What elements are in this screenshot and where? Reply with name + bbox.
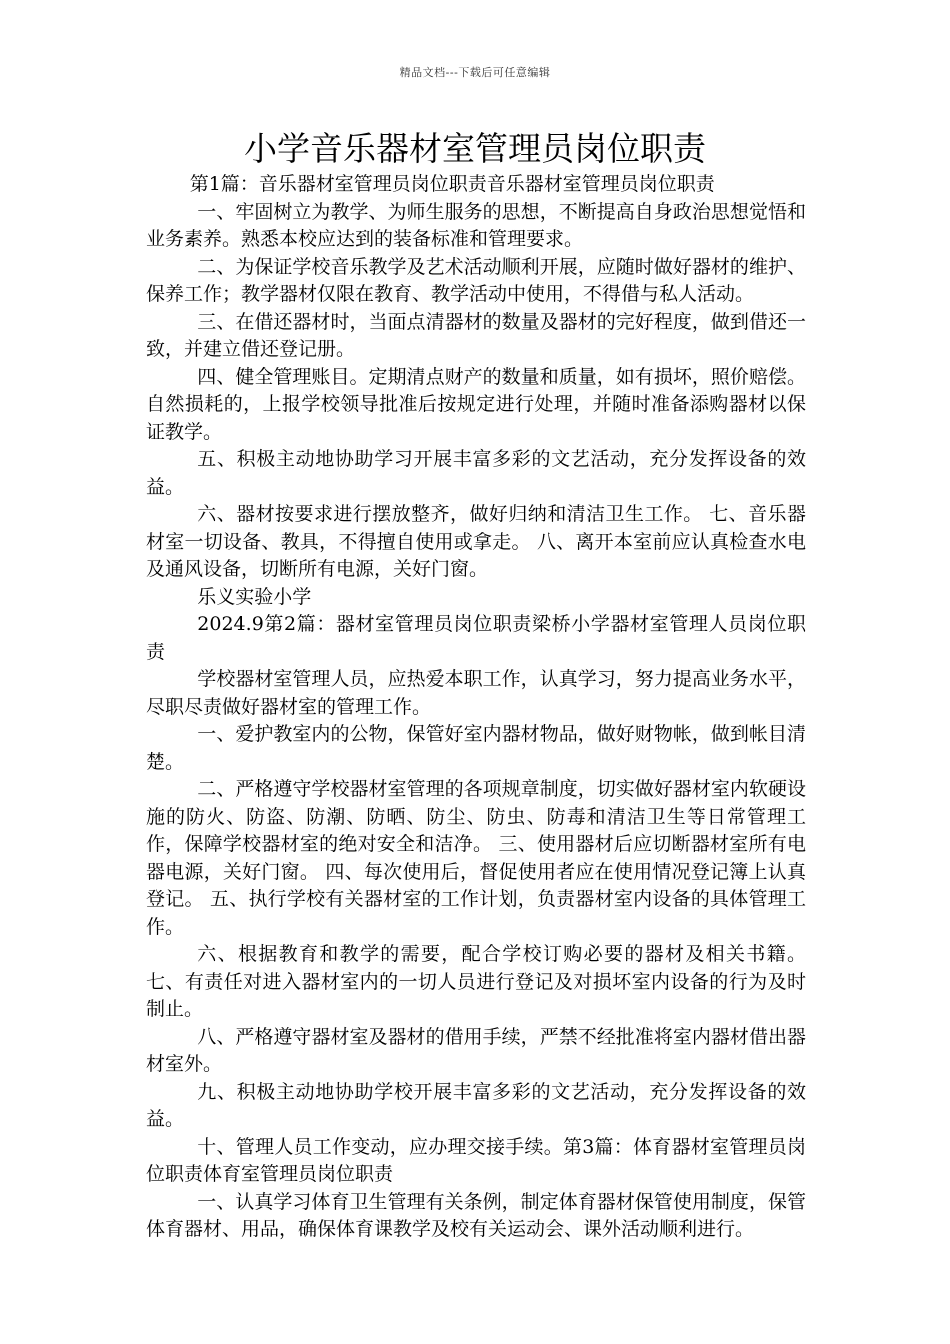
paragraph: 二、为保证学校音乐教学及艺术活动顺利开展，应随时做好器材的维护、保养工作；教学器材仅限在教育、教学活动中使用，不得借与私人活动。 <box>146 255 806 305</box>
paragraph-section-3-heading: 十、管理人员工作变动，应办理交接手续。第3篇：体育器材室管理员岗位职责体育室管理员岗位职责 <box>146 1135 806 1185</box>
school-signature: 乐义实验小学 <box>197 585 312 608</box>
paragraph: 一、爱护教室内的公物，保管好室内器材物品，做好财物帐，做到帐目清楚。 <box>146 723 806 773</box>
paragraph: 一、牢固树立为教学、为师生服务的思想，不断提高自身政治思想觉悟和业务素养。熟悉本校应达到的装备标准和管理要求。 <box>146 200 806 250</box>
paragraph: 三、在借还器材时，当面点清器材的数量及器材的完好程度，做到借还一致，并建立借还登记册。 <box>146 310 806 360</box>
paragraph: 二、严格遵守学校器材室管理的各项规章制度，切实做好器材室内软硬设施的防火、防盗、防潮、防晒、防尘、防虫、防毒和清洁卫生等日常管理工作，保障学校器材室的绝对安全和洁净。 三、使用器材后应切断器材室所有电器电源，关好门窗。 四、每次使用后，督促使用者应在使用情况登记簿上认真登记。 五、执行学校有关器材室的工作计划，负责器材室内设备的具体管理工作。 <box>146 778 806 938</box>
paragraph: 四、健全管理账目。定期清点财产的数量和质量，如有损坏，照价赔偿。自然损耗的，上报学校领导批准后按规定进行处理，并随时准备添购器材以保证教学。 <box>146 365 806 443</box>
paragraph-section-2-heading: 2024.9第2篇：器材室管理员岗位职责梁桥小学器材室管理人员岗位职责 <box>146 613 806 663</box>
paragraph-section-1-heading: 第1篇：音乐器材室管理员岗位职责音乐器材室管理员岗位职责 <box>189 173 715 195</box>
paragraph: 八、严格遵守器材室及器材的借用手续，严禁不经批准将室内器材借出器材室外。 <box>146 1025 806 1075</box>
paragraph: 六、根据教育和教学的需要，配合学校订购必要的器材及相关书籍。 七、有责任对进入器材室内的一切人员进行登记及对损坏室内设备的行为及时制止。 <box>146 943 806 1020</box>
document-title: 小学音乐器材室管理员岗位职责 <box>244 129 706 168</box>
paragraph: 六、器材按要求进行摆放整齐，做好归纳和清洁卫生工作。 七、音乐器材室一切设备、教具，不得擅自使用或拿走。 八、离开本室前应认真检查水电及通风设备，切断所有电源，关好门窗。 <box>146 503 806 580</box>
paragraph: 五、积极主动地协助学习开展丰富多彩的文艺活动，充分发挥设备的效益。 <box>146 448 806 498</box>
paragraph: 学校器材室管理人员，应热爱本职工作，认真学习，努力提高业务水平，尽职尽责做好器材室的管理工作。 <box>146 668 806 718</box>
page-header-note: 精品文档---下载后可任意编辑 <box>399 66 551 79</box>
paragraph: 九、积极主动地协助学校开展丰富多彩的文艺活动，充分发挥设备的效益。 <box>146 1080 806 1130</box>
document-body <box>146 171 806 1244</box>
paragraph: 一、认真学习体育卫生管理有关条例，制定体育器材保管使用制度，保管体育器材、用品，确保体育课教学及校有关运动会、课外活动顺利进行。 <box>146 1190 806 1240</box>
